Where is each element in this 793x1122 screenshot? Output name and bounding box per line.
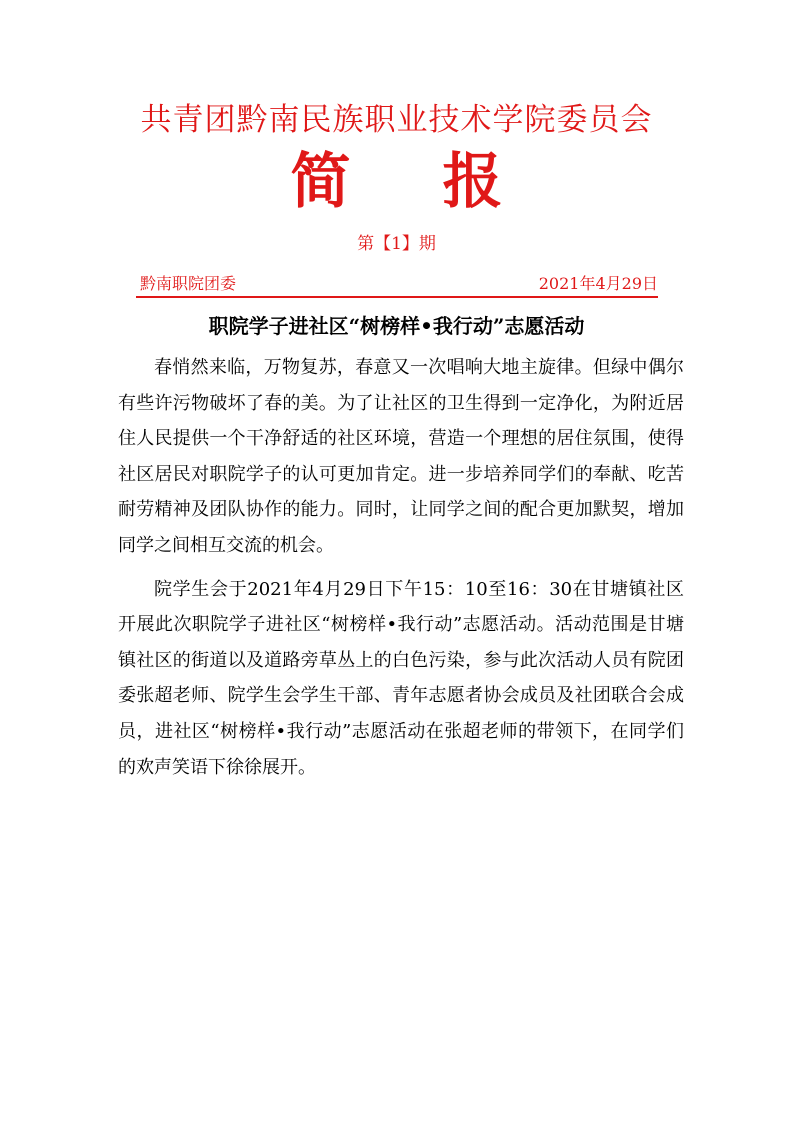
bulletin-title-char-1: 简 [290,147,351,217]
publisher: 黔南职院团委 [140,274,237,293]
publisher-date-row [140,272,658,296]
article-title: 职院学子进社区“树榜样•我行动”志愿活动 [208,314,585,338]
article-paragraph: 春悄然来临，万物复苏，春意又一次唱响大地主旋律。但绿中偶尔有些许污物破坏了春的美。为了让社区的卫生得到一定净化，为附近居住人民提供一个干净舒适的社区环境，营造一个理想的居住氛围，使得社区居民对职院学子的认可更加肯定。进一步培养同学们的奉献、吃苦耐劳精神及团队协作的能力。同时，让同学之间的配合更加默契，增加同学之间相互交流的机会。 [118,357,684,556]
article-paragraph: 院学生会于2021年4月29日下午15：10至16：30在甘塘镇社区开展此次职院学子进社区“树榜样•我行动”志愿活动。活动范围是甘塘镇社区的街道以及道路旁草丛上的白色污染，参与此次活动人员有院团委张超老师、院学生会学生干部、青年志愿者协会成员及社团联合会成员，进社区“树榜样•我行动”志愿活动在张超老师的带领下，在同学们的欢声笑语下徐徐展开。 [118,578,684,778]
issue-number: 第【1】期 [357,234,436,254]
header-divider [136,296,658,298]
organization-title: 共青团黔南民族职业技术学院委员会 [140,102,653,138]
article-body [118,350,684,785]
bulletin-title [0,144,793,220]
publish-date: 2021年4月29日 [538,274,658,293]
bulletin-title-char-2: 报 [442,147,503,217]
